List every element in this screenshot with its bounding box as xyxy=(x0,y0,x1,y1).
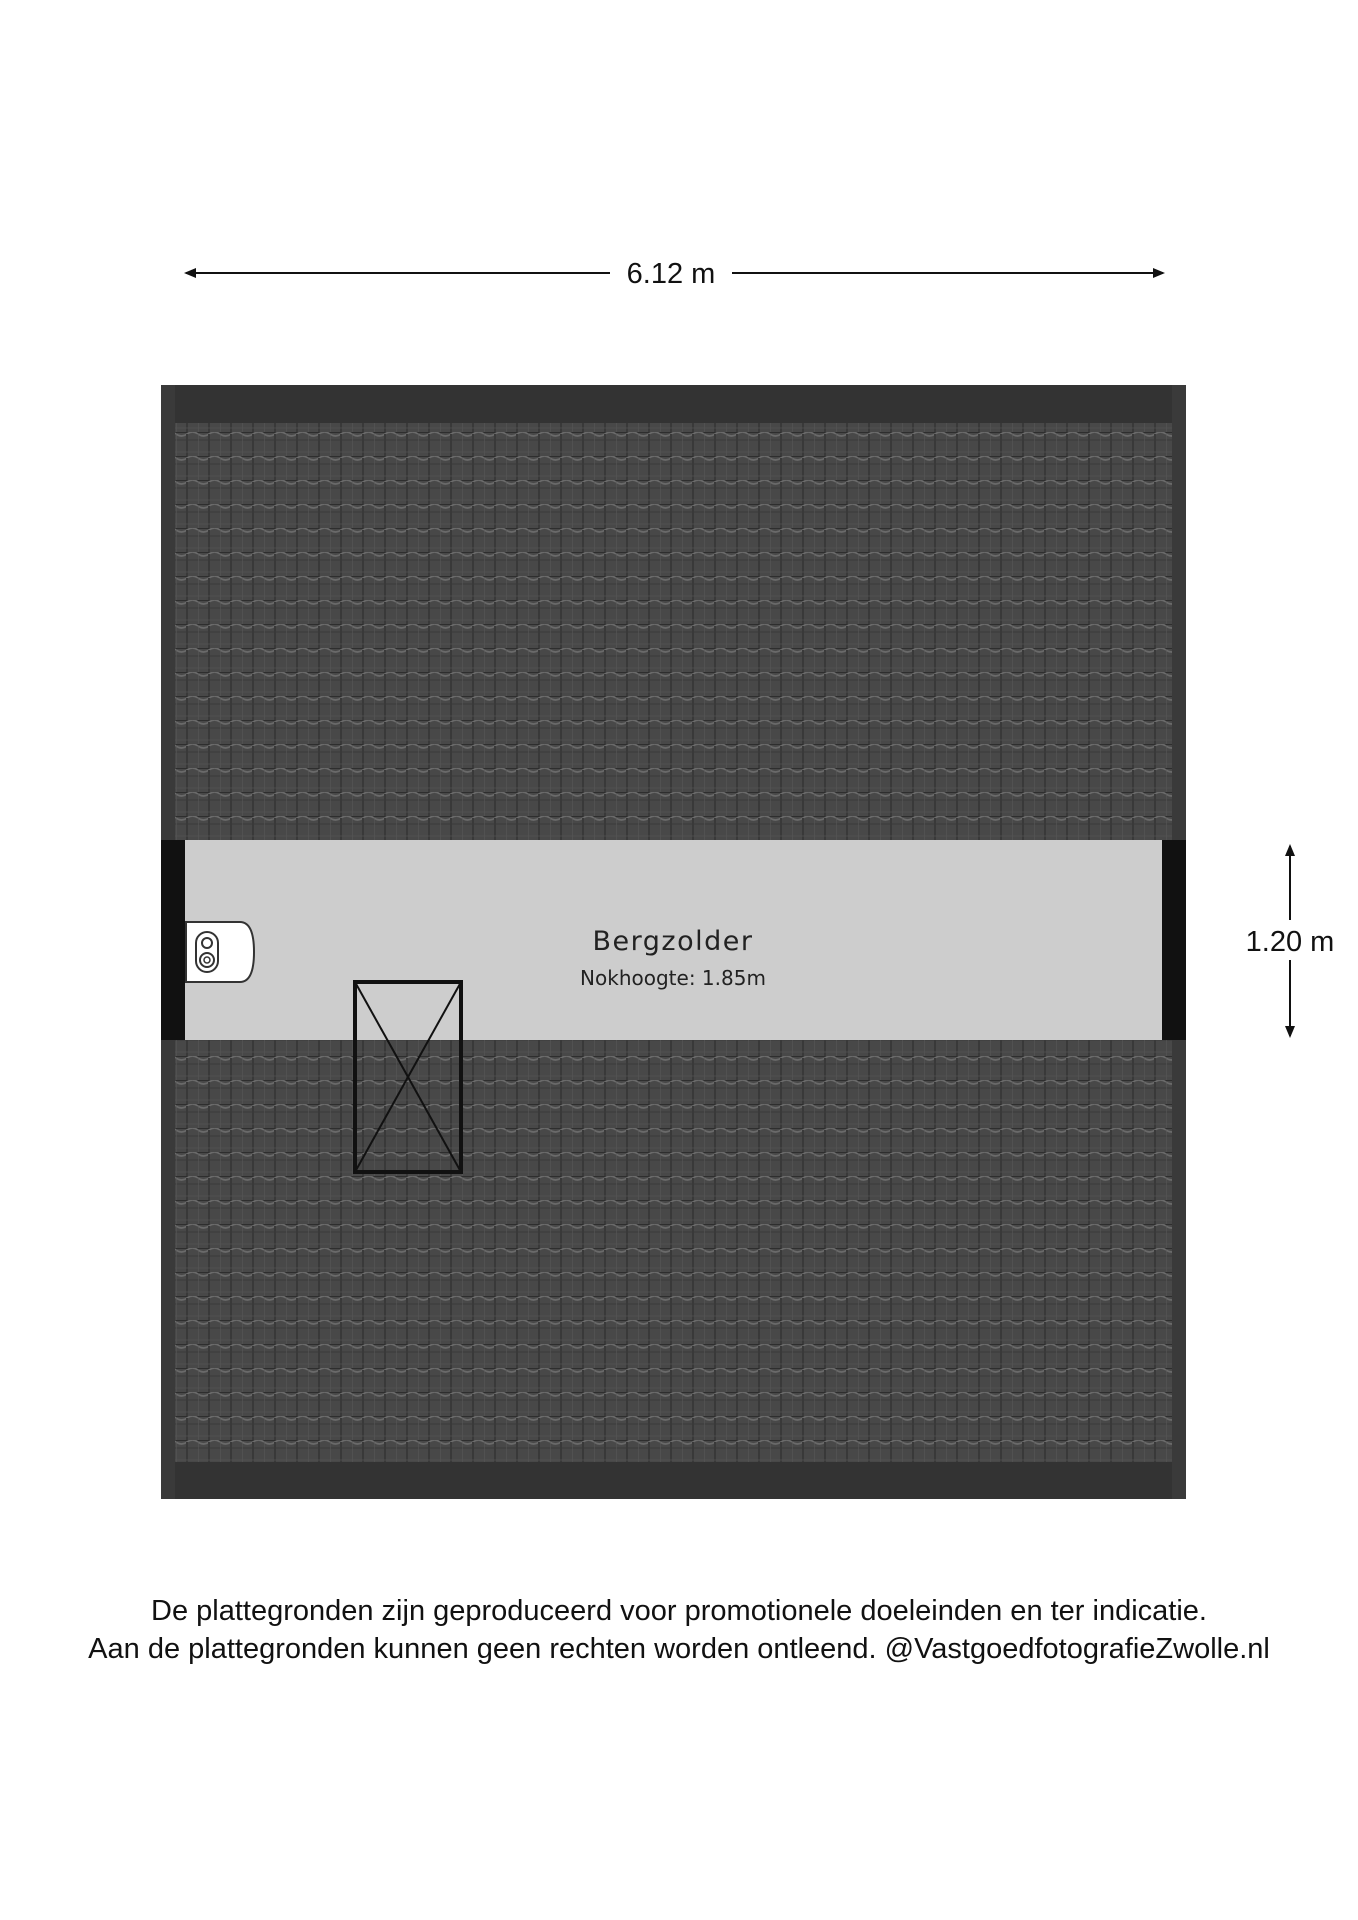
height-dimension xyxy=(1246,846,1335,1036)
roof-tiles-bottom xyxy=(170,1040,1176,1465)
room-name: Bergzolder xyxy=(592,926,754,957)
width-dimension xyxy=(186,258,1163,290)
wall-right xyxy=(1162,840,1186,1040)
ridge-height: Nokhoogte: 1.85m xyxy=(580,966,766,990)
disclaimer xyxy=(0,1592,1358,1668)
room-bergzolder xyxy=(161,840,1186,1040)
wall-left xyxy=(161,840,185,1040)
width-label: 6.12 m xyxy=(626,258,716,290)
height-label: 1.20 m xyxy=(1245,926,1335,958)
disclaimer-line-1: De plattegronden zijn geproduceerd voor promotionele doeleinden en ter indicatie. xyxy=(151,1595,1207,1627)
roof-tiles-top xyxy=(170,420,1176,840)
disclaimer-line-2: Aan de plattegronden kunnen geen rechten worden ontleend. @VastgoedfotografieZwolle.nl xyxy=(88,1633,1270,1665)
boiler-icon xyxy=(186,922,254,982)
